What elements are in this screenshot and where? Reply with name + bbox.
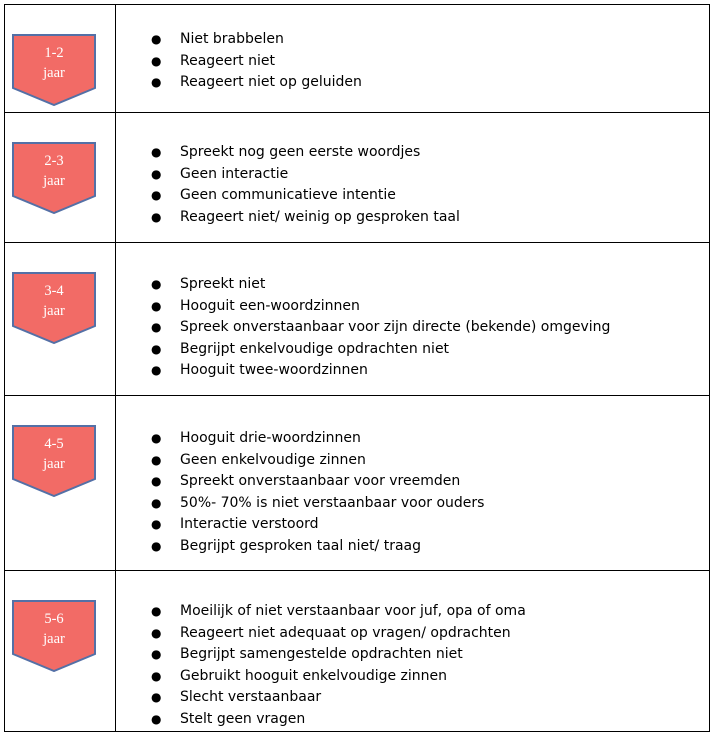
table-row bbox=[5, 571, 710, 732]
list-item-text: Spreekt nog geen eerste woordjes bbox=[180, 144, 421, 160]
age-label bbox=[12, 151, 96, 191]
age-range: 2-3 bbox=[44, 153, 64, 169]
signals-cell bbox=[116, 571, 710, 732]
list-item-text: Slecht verstaanbaar bbox=[180, 689, 322, 706]
signals-cell bbox=[116, 396, 710, 571]
signals-list bbox=[116, 601, 709, 731]
list-item bbox=[151, 623, 709, 645]
list-item bbox=[151, 666, 709, 688]
signals-list bbox=[116, 29, 709, 94]
list-item bbox=[151, 428, 709, 450]
age-label bbox=[12, 609, 96, 649]
bullet-icon: ● bbox=[151, 145, 162, 159]
table-row bbox=[5, 5, 710, 113]
age-badge bbox=[12, 272, 96, 344]
bullet-icon: ● bbox=[151, 538, 162, 553]
list-item-text: Hooguit drie-woordzinnen bbox=[180, 430, 361, 446]
bullet-icon: ● bbox=[151, 341, 162, 356]
bullet-icon: ● bbox=[151, 32, 162, 46]
list-item bbox=[151, 339, 709, 361]
bullet-icon: ● bbox=[151, 431, 162, 445]
list-item bbox=[151, 709, 709, 731]
signals-cell bbox=[116, 5, 710, 113]
age-range: 3-4 bbox=[44, 283, 64, 299]
list-item-text: 50%- 70% is niet verstaanbaar voor ouders bbox=[180, 494, 485, 511]
list-item bbox=[151, 207, 709, 229]
signals-list bbox=[116, 428, 709, 558]
milestone-table bbox=[4, 4, 710, 732]
list-item bbox=[151, 450, 709, 472]
bullet-icon: ● bbox=[151, 277, 162, 291]
bullet-icon: ● bbox=[151, 320, 162, 335]
bullet-icon: ● bbox=[151, 75, 162, 90]
list-item-text: Reageert niet bbox=[180, 52, 275, 69]
bullet-icon: ● bbox=[151, 363, 162, 378]
list-item bbox=[151, 514, 709, 536]
bullet-icon: ● bbox=[151, 298, 162, 313]
bullet-icon: ● bbox=[151, 166, 162, 181]
age-range: 4-5 bbox=[44, 436, 64, 452]
milestone-table-body bbox=[5, 5, 710, 732]
age-badge bbox=[12, 142, 96, 214]
age-range: 5-6 bbox=[44, 611, 64, 627]
list-item bbox=[151, 164, 709, 186]
age-cell bbox=[5, 571, 116, 732]
list-item bbox=[151, 601, 709, 623]
list-item-text: Moeilijk of niet verstaanbaar voor juf, opa of oma bbox=[180, 603, 526, 619]
list-item bbox=[151, 536, 709, 558]
age-badge bbox=[12, 600, 96, 672]
list-item bbox=[151, 72, 709, 94]
signals-cell bbox=[116, 243, 710, 396]
age-badge bbox=[12, 34, 96, 106]
age-unit: jaar bbox=[43, 303, 65, 319]
list-item bbox=[151, 317, 709, 339]
list-item-text: Begrijpt enkelvoudige opdrachten niet bbox=[180, 340, 450, 357]
age-range: 1-2 bbox=[44, 45, 64, 61]
bullet-icon: ● bbox=[151, 209, 162, 224]
age-unit: jaar bbox=[43, 65, 65, 81]
list-item bbox=[151, 296, 709, 318]
list-item bbox=[151, 29, 709, 51]
age-label bbox=[12, 434, 96, 474]
table-row bbox=[5, 243, 710, 396]
bullet-icon: ● bbox=[151, 668, 162, 683]
age-label bbox=[12, 43, 96, 83]
list-item-text: Hooguit twee-woordzinnen bbox=[180, 362, 368, 379]
list-item-text: Reageert niet adequaat op vragen/ opdrachten bbox=[180, 624, 511, 641]
age-cell bbox=[5, 243, 116, 396]
list-item bbox=[151, 51, 709, 73]
list-item-text: Spreekt niet bbox=[180, 276, 266, 292]
bullet-icon: ● bbox=[151, 474, 162, 489]
list-item bbox=[151, 644, 709, 666]
age-cell bbox=[5, 5, 116, 113]
list-item-text: Geen interactie bbox=[180, 165, 289, 182]
list-item-text: Spreek onverstaanbaar voor zijn directe (bekende) omgeving bbox=[180, 319, 611, 336]
signals-cell bbox=[116, 113, 710, 243]
age-badge bbox=[12, 425, 96, 497]
bullet-icon: ● bbox=[151, 188, 162, 203]
bullet-icon: ● bbox=[151, 517, 162, 532]
bullet-icon: ● bbox=[151, 452, 162, 467]
age-unit: jaar bbox=[43, 631, 65, 647]
age-cell bbox=[5, 396, 116, 571]
bullet-icon: ● bbox=[151, 690, 162, 705]
list-item-text: Begrijpt samengestelde opdrachten niet bbox=[180, 646, 463, 663]
age-unit: jaar bbox=[43, 456, 65, 472]
table-row bbox=[5, 396, 710, 571]
list-item bbox=[151, 493, 709, 515]
list-item-text: Interactie verstoord bbox=[180, 516, 319, 533]
list-item-text: Begrijpt gesproken taal niet/ traag bbox=[180, 537, 422, 554]
list-item-text: Reageert niet op geluiden bbox=[180, 74, 362, 91]
list-item bbox=[151, 471, 709, 493]
bullet-icon: ● bbox=[151, 53, 162, 68]
list-item bbox=[151, 687, 709, 709]
list-item-text: Hooguit een-woordzinnen bbox=[180, 297, 360, 314]
list-item-text: Niet brabbelen bbox=[180, 31, 284, 47]
bullet-icon: ● bbox=[151, 495, 162, 510]
list-item bbox=[151, 360, 709, 382]
list-item-text: Reageert niet/ weinig op gesproken taal bbox=[180, 208, 460, 225]
bullet-icon: ● bbox=[151, 647, 162, 662]
signals-list bbox=[116, 142, 709, 228]
list-item-text: Stelt geen vragen bbox=[180, 710, 306, 727]
list-item-text: Spreekt onverstaanbaar voor vreemden bbox=[180, 473, 461, 490]
list-item-text: Geen communicatieve intentie bbox=[180, 187, 396, 204]
list-item bbox=[151, 142, 709, 164]
list-item-text: Gebruikt hooguit enkelvoudige zinnen bbox=[180, 667, 448, 684]
signals-list bbox=[116, 274, 709, 382]
bullet-icon: ● bbox=[151, 711, 162, 726]
table-row bbox=[5, 113, 710, 243]
list-item bbox=[151, 185, 709, 207]
bullet-icon: ● bbox=[151, 625, 162, 640]
list-item-text: Geen enkelvoudige zinnen bbox=[180, 451, 366, 468]
list-item bbox=[151, 274, 709, 296]
age-label bbox=[12, 281, 96, 321]
age-cell bbox=[5, 113, 116, 243]
age-unit: jaar bbox=[43, 173, 65, 189]
bullet-icon: ● bbox=[151, 604, 162, 618]
